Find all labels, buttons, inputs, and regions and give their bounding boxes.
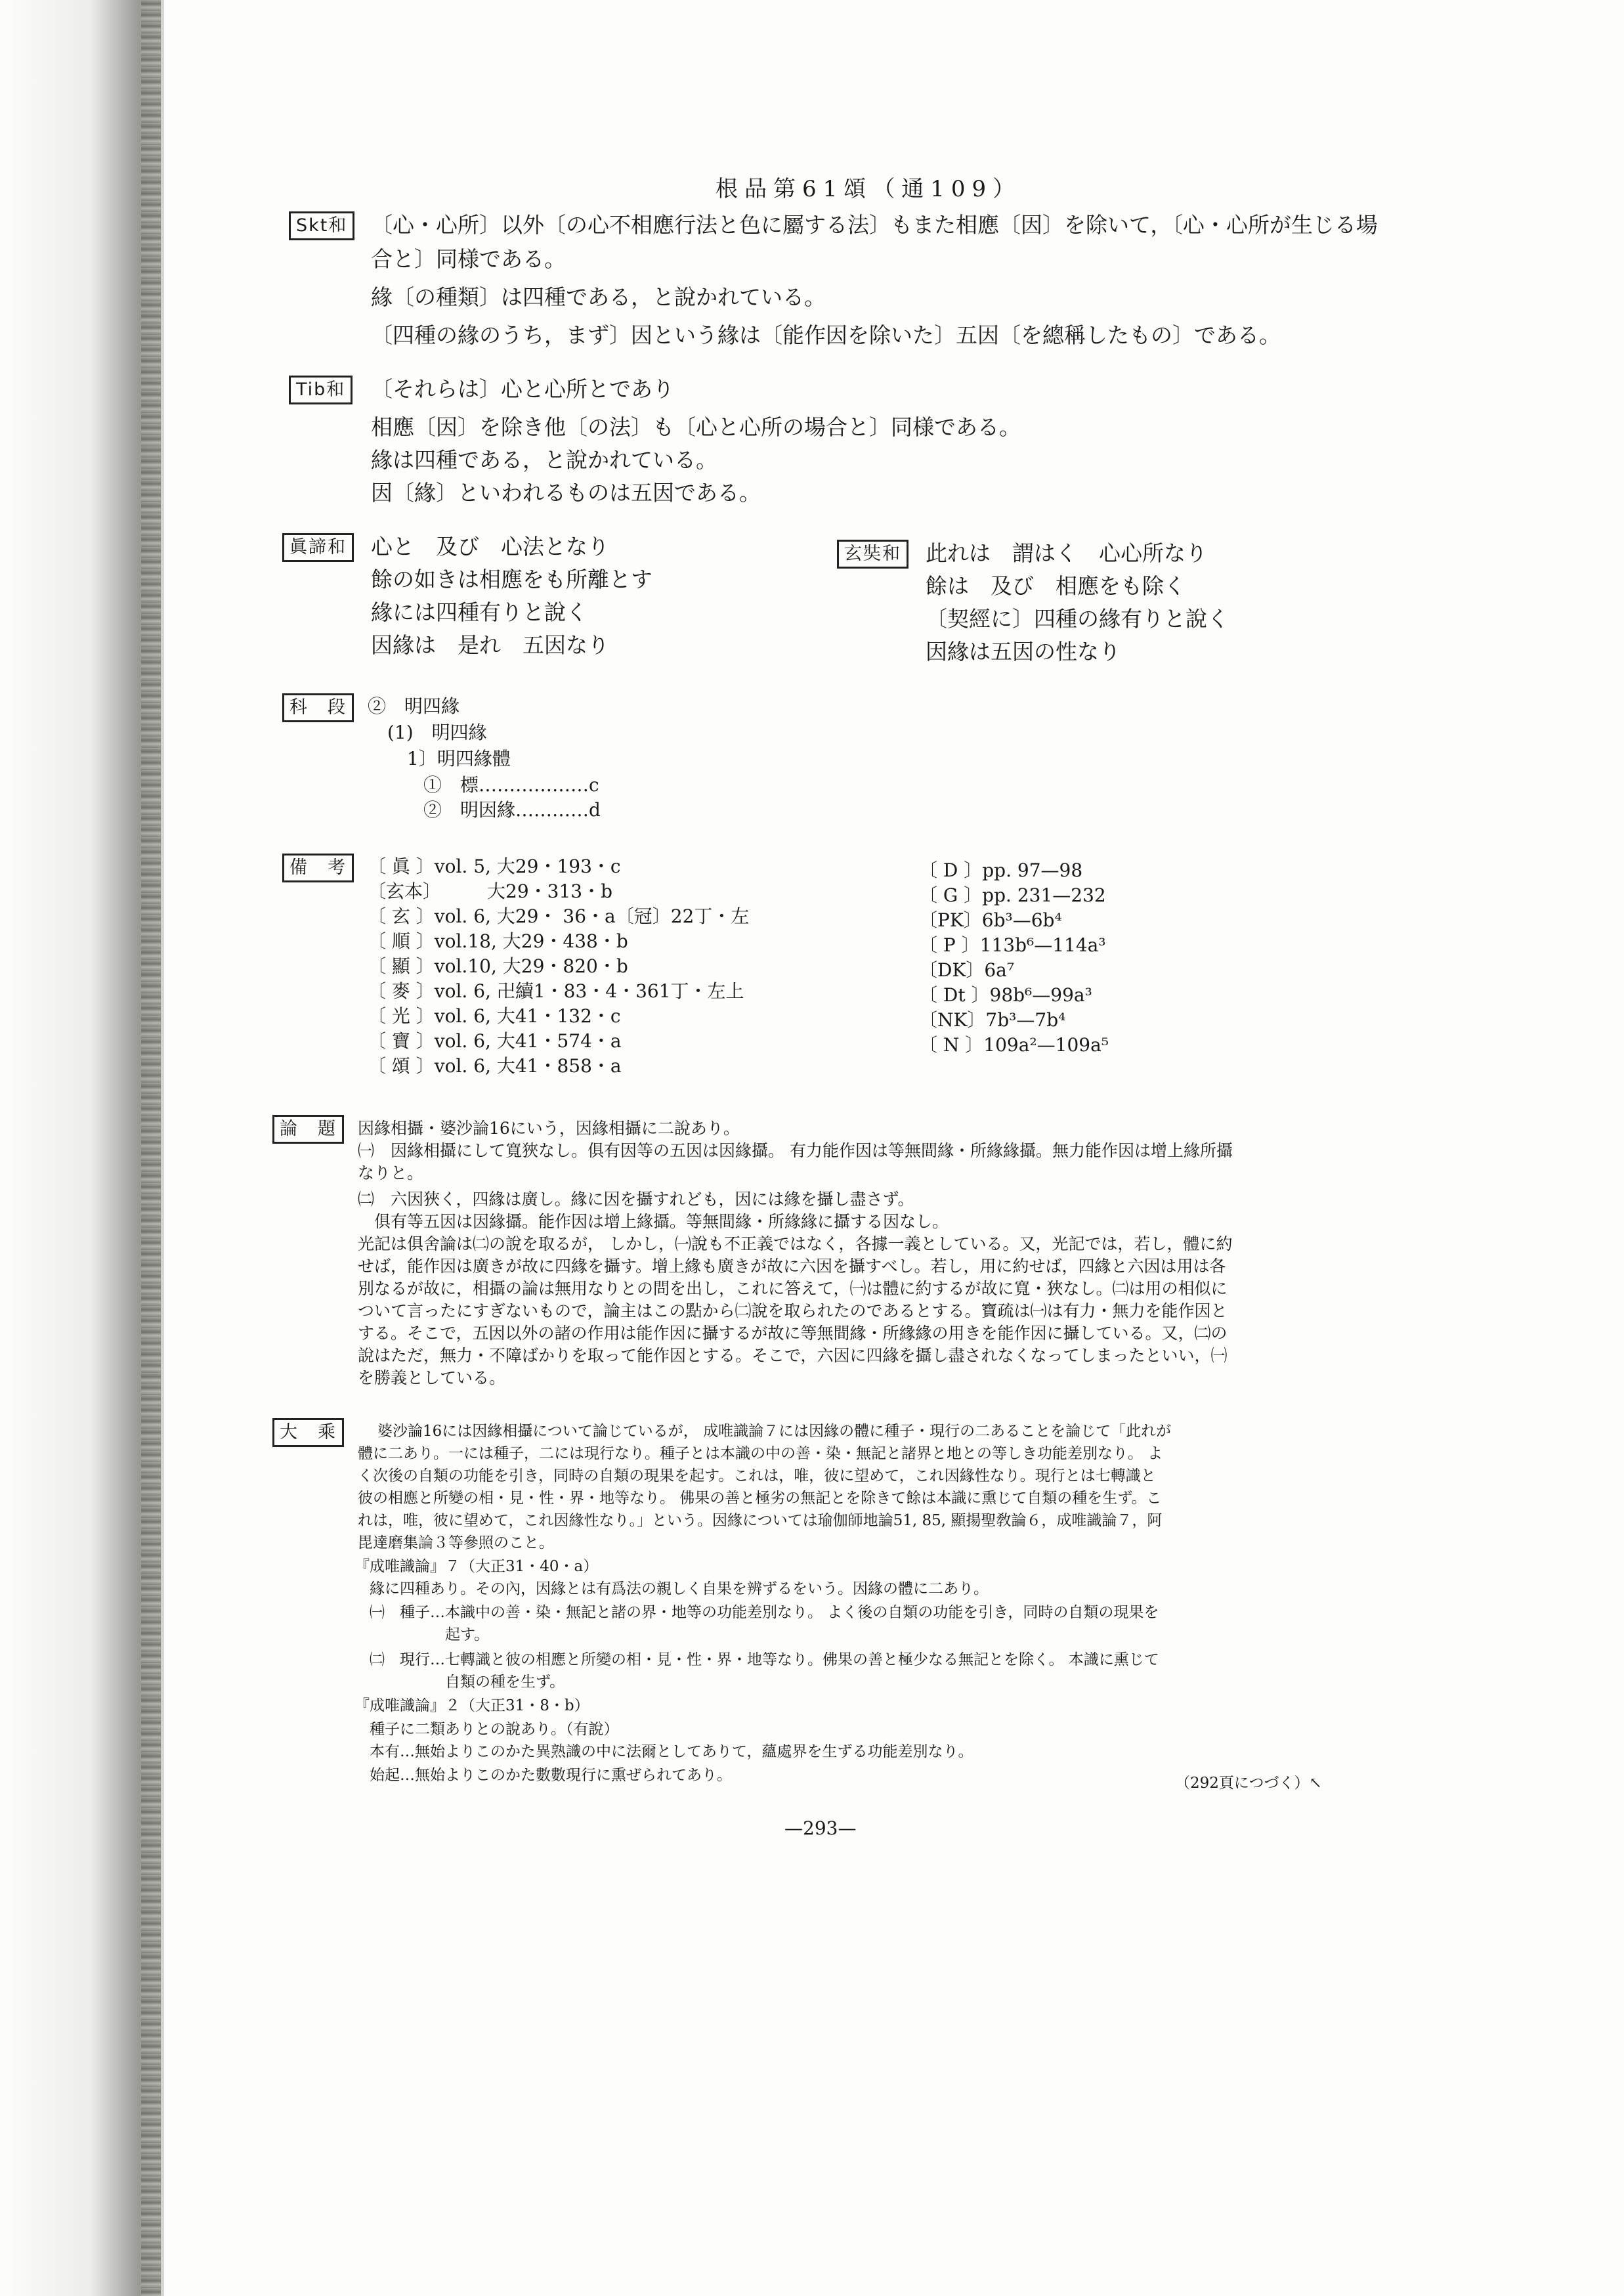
page-header: 根品第61頌（通109） [716,176,1022,202]
ronmon-line-6: 光記は俱舍論は㈡の說を取るが， しかし，㈠說も不正義ではなく，各據一義としている。又，光記では，若し，體に約 [358,1234,1233,1253]
ronmon-line-7: せば，能作因は廣きが故に四緣を攝す。增上緣も廣きが故に六因を攝すべし。若し，用に約せば，四緣と六因は用は各 [358,1257,1226,1276]
ronmon-line-2: ㈠ 因緣相攝にして寬狹なし。俱有因等の五因は因緣攝。 有力能作因は等無間緣・所緣緣攝。無力能作因は增上緣所攝 [358,1141,1233,1160]
daijo-quote-9: 本有…無始よりこのかた異熟識の中に法爾としてありて，蘊處界を生ずる功能差別なり。 [354,1743,973,1760]
kadan-line-5: ② 明因緣…………d [423,799,601,821]
biko-right-1: 〔 D 〕pp. 97—98 [919,859,1083,881]
daijo-quote-2: 緣に四種あり。その內，因緣とは有爲法の親しく自果を辨ずるをいう。因緣の體に二あり。 [354,1580,989,1597]
skt-line-1: 〔心・心所〕以外〔の心不相應行法と色に屬する法〕もまた相應〔因〕を除いて，〔心・心所が生じる場 [371,212,1378,238]
daijo-line-2: 體に二あり。一には種子，二には現行なり。種子とは本識の中の善・染・無記と諸界と地との等しき功能差別なり。 よ [358,1445,1163,1462]
ronmon-line-5: 俱有等五因は因緣攝。能作因は增上緣攝。等無間緣・所緣緣に攝する因なし。 [358,1212,949,1231]
biko-left-1: 〔 眞 〕vol. 5, 大29・193・c [368,856,621,877]
kadan-line-2: (1) 明四緣 [387,722,487,743]
skt-line-2: 合と〕同様である。 [371,246,566,272]
biko-left-7: 〔 光 〕vol. 6, 大41・132・c [368,1005,621,1027]
shindai-tag: 眞諦和 [282,533,354,562]
ronmon-line-11: 說はただ，無力・不障ばかりを取って能作因とする。そこで，六因に四緣を攝し盡されなくなってしまったといい，㈠ [358,1346,1228,1365]
skt-line-3: 緣〔の種類〕は四種である，と說かれている。 [371,284,826,310]
genjo-line-2: 餘は 及び 相應をも除く [926,573,1186,599]
continued-note: （292頁につづく）↖ [1175,1775,1322,1792]
shindai-line-3: 緣には四種有りと說く [371,599,588,625]
biko-right-3: 〔PK〕6b³—6b⁴ [919,909,1062,931]
daijo-line-1: 婆沙論16には因緣相攝について論じているが， 成唯識論７には因緣の體に種子・現行の二あることを論じて「此れが [377,1423,1172,1440]
daijo-quote-3: ㈠ 種子…本識中の善・染・無記と諸の界・地等の功能差別なり。 よく後の自類の功能を引き，同時の自類の現果を [354,1604,1159,1621]
genjo-tag: 玄奘和 [837,540,908,569]
ronmon-line-1: 因緣相攝・婆沙論16にいう，因緣相攝に二說あり。 [358,1119,740,1138]
daijo-quote-10: 始起…無始よりこのかた數數現行に熏ぜられてあり。 [354,1767,732,1784]
biko-right-7: 〔NK〕7b³—7b⁴ [919,1009,1066,1031]
tib-line-1: 〔それらは〕心と心所とであり [371,376,674,402]
ronmon-line-10: する。そこで，五因以外の諸の作用は能作因に攝するが故に等無間緣・所緣緣の用きを能作因に攝している。又，㈡の [358,1324,1228,1343]
biko-left-9: 〔 頌 〕vol. 6, 大41・858・a [368,1055,622,1077]
biko-right-8: 〔 N 〕109a²—109a⁵ [919,1034,1109,1056]
tib-line-4: 因〔緣〕といわれるものは五因である。 [371,480,761,506]
biko-right-2: 〔 G 〕pp. 231—232 [919,884,1106,906]
ronmon-line-8: 別なるが故に，相攝の論は無用なりとの問を出し，これに答えて，㈠は體に約するが故に寬・狹なし。㈡は用の相似に [358,1279,1228,1298]
skt-tag: Skt和 [289,211,354,240]
page-number: —293— [784,1817,857,1839]
daijo-quote-1: 『成唯識論』７（大正31・40・a） [354,1558,599,1575]
shindai-line-4: 因緣は 是れ 五因なり [371,632,609,658]
daijo-quote-6: 自類の種を生ず。 [354,1674,565,1691]
tib-tag: Tib和 [289,376,353,404]
genjo-line-3: 〔契經に〕四種の緣有りと說く [926,606,1229,632]
kadan-line-3: 1〕明四緣體 [407,748,511,769]
kadan-line-1: ② 明四緣 [368,695,460,717]
biko-left-2: 〔玄本〕 大29・313・b [368,880,612,902]
daijo-line-6: 毘達磨集論３等參照のこと。 [358,1534,554,1551]
kadan-line-4: ① 標………………c [423,774,599,796]
kadan-tag: 科 段 [282,693,354,722]
genjo-line-4: 因緣は五因の性なり [926,639,1121,664]
biko-right-4: 〔 P 〕113b⁶—114a³ [919,934,1106,956]
skt-line-4: 〔四種の緣のうち，まず〕因という緣は〔能作因を除いた〕五因〔を總稱したもの〕である。 [371,322,1281,348]
biko-right-6: 〔 Dt 〕98b⁶—99a³ [919,984,1092,1006]
binding-shadow [0,0,164,2296]
biko-left-6: 〔 麥 〕vol. 6, 卍續1・83・4・361丁・左上 [368,980,744,1002]
biko-left-4: 〔 順 〕vol.18, 大29・438・b [368,930,628,952]
daijo-line-5: れは，唯，彼に望めて，これ因緣性なり。」という。因緣については瑜伽師地論51, 85, 顯揚聖敎論６，成唯識論７，阿 [358,1512,1163,1529]
daijo-quote-7: 『成唯識論』２（大正31・8・b） [354,1697,589,1714]
ronmon-tag: 論 題 [272,1115,344,1144]
shindai-line-2: 餘の如きは相應をも所離とす [371,567,652,592]
tib-line-3: 緣は四種である，と說かれている。 [371,447,717,473]
ronmon-line-3: なりと。 [358,1163,424,1182]
biko-right-5: 〔DK〕6a⁷ [919,959,1015,981]
ronmon-line-9: ついて言ったにすぎないもので，論主はこの點から㈡說を取られたのであるとする。寶疏は㈠は有力・無力を能作因と [358,1301,1228,1320]
biko-left-5: 〔 顯 〕vol.10, 大29・820・b [368,955,628,977]
biko-tag: 備 考 [282,854,354,882]
daijo-line-3: く次後の自類の功能を引き，同時の自類の現果を起す。これは，唯，彼に望めて，これ因緣性なり。現行とは七轉識と [358,1467,1156,1484]
biko-left-8: 〔 寶 〕vol. 6, 大41・574・a [368,1030,622,1052]
genjo-line-1: 此れは 謂はく 心心所なり [926,540,1207,566]
ronmon-line-4: ㈡ 六因狹く，四緣は廣し。緣に因を攝すれども，因には緣を攝し盡さず。 [358,1190,914,1209]
biko-left-3: 〔 玄 〕vol. 6, 大29・ 36・a〔冠〕22丁・左 [368,905,750,927]
daijo-quote-4: 起す。 [354,1626,490,1643]
tib-line-2: 相應〔因〕を除き他〔の法〕も〔心と心所の場合と〕同様である。 [371,414,1021,440]
shindai-line-1: 心と 及び 心法となり [371,534,609,559]
daijo-quote-5: ㈡ 現行…七轉識と彼の相應と所變の相・見・性・界・地等なり。佛果の善と極少なる無記とを除く。 本識に熏じて [354,1651,1159,1668]
binding-edge [141,0,161,2296]
ronmon-line-12: を勝義としている。 [358,1368,506,1387]
daijo-quote-8: 種子に二類ありとの說あり。（有說） [354,1721,619,1738]
daijo-tag: 大 乘 [272,1418,344,1447]
daijo-line-4: 彼の相應と所變の相・見・性・界・地等なり。 佛果の善と極劣の無記とを除きて餘は本識に熏じて自類の種を生ず。こ [358,1490,1162,1507]
